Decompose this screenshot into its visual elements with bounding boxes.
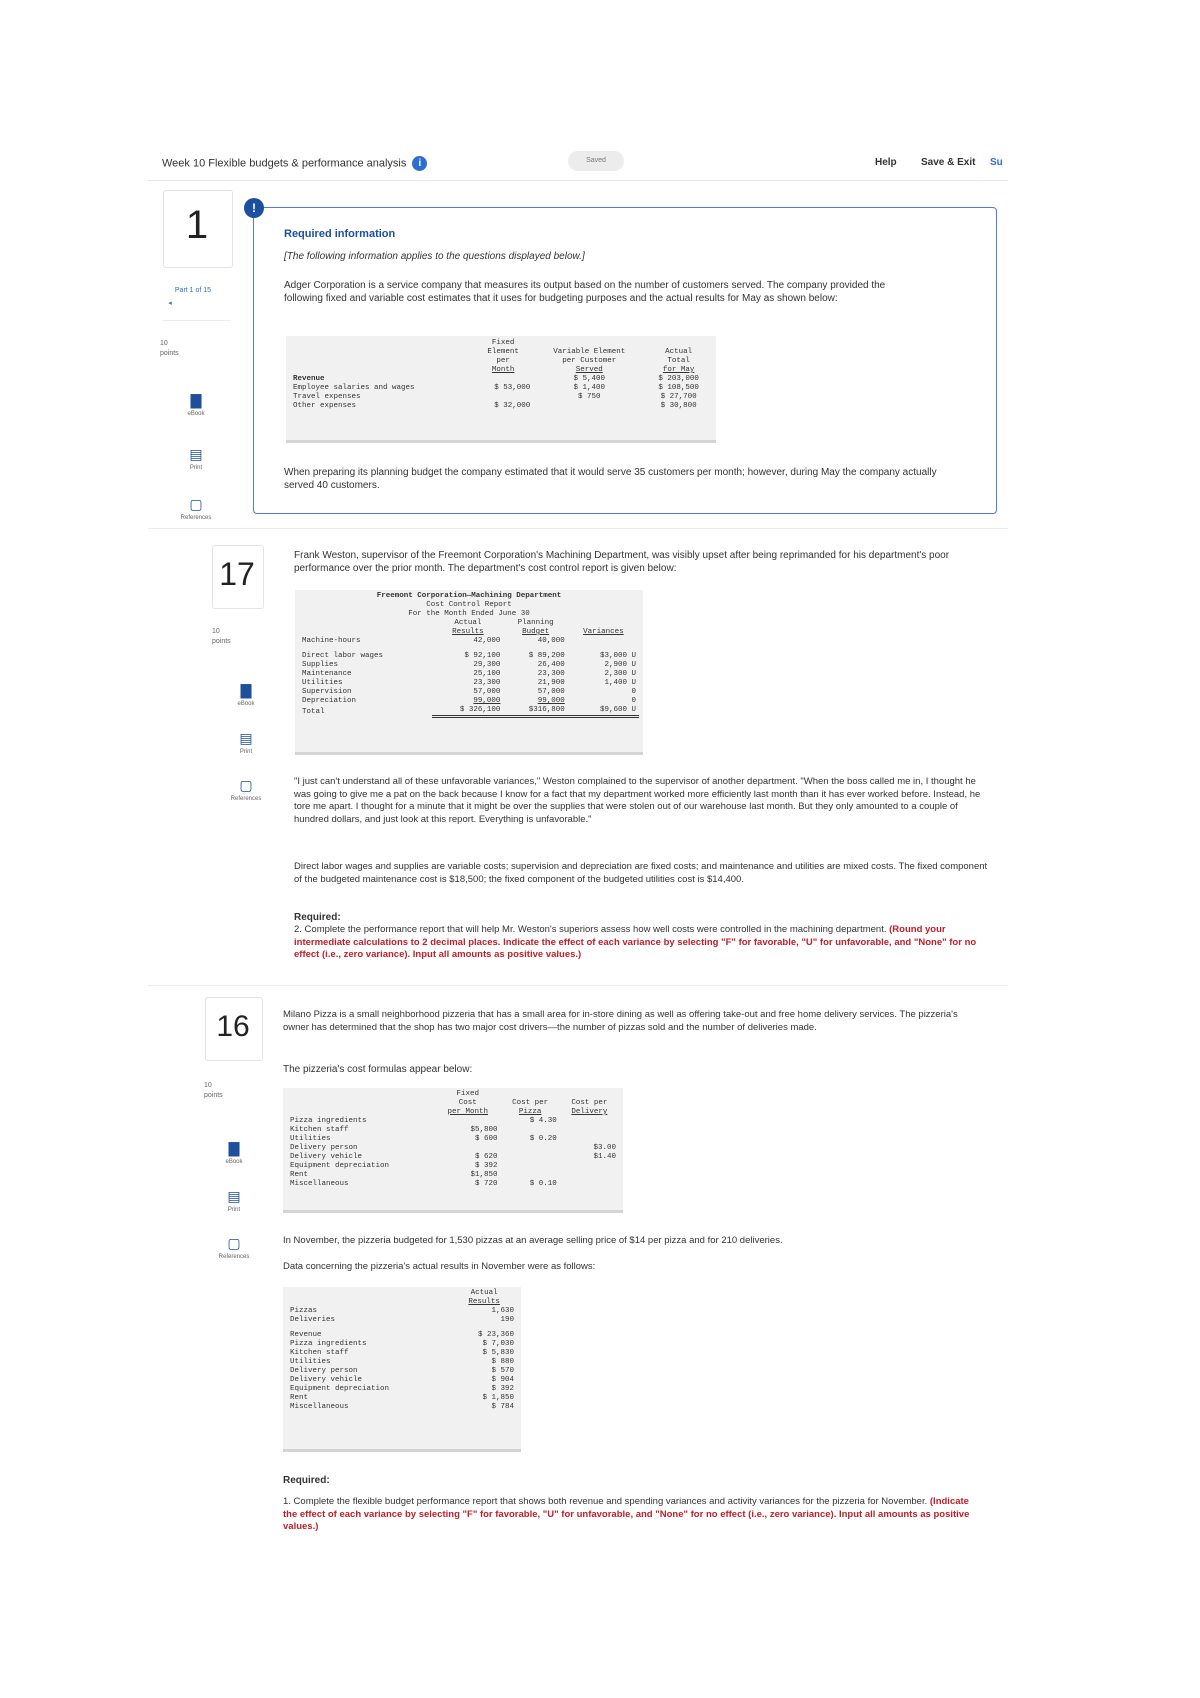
part-indicator: Part 1 of 15: [174, 287, 212, 294]
table-row: Rent $1,850: [290, 1171, 498, 1179]
points-value: 10: [204, 1082, 212, 1089]
col-header: Actual: [470, 1289, 498, 1297]
question-number: 17: [219, 556, 255, 592]
table-row: Total $ 326,100 $316,800 $9,600 U: [299, 706, 639, 717]
save-exit-button[interactable]: Save & Exit: [921, 157, 976, 168]
table-scrollbar[interactable]: [286, 440, 716, 443]
printer-icon: ▤: [239, 730, 253, 746]
table-row: Employee salaries and wages $ 53,000 $ 1,400 $ 108,500: [293, 384, 699, 392]
info-icon[interactable]: i: [412, 156, 427, 171]
question-number: 1: [185, 203, 209, 247]
required-info-heading: Required information: [284, 228, 396, 240]
table-row: Machine-hours 42,000 40,000: [302, 637, 565, 645]
points-label: points: [204, 1092, 223, 1099]
table-row: Depreciation 99,000 99,000 0: [302, 697, 636, 705]
report-title: Freemont Corporation—Machining Department: [376, 592, 562, 600]
col-header: per Customer: [562, 357, 617, 365]
table-row: Delivery person $3.00: [290, 1144, 616, 1152]
col-header: Element: [487, 348, 519, 356]
table-row: Utilities $ 880: [290, 1358, 514, 1366]
required-label: Required:: [294, 912, 341, 923]
actual-results-table: [283, 1287, 521, 1449]
col-header: Variances: [583, 628, 624, 636]
table-scrollbar[interactable]: [283, 1210, 623, 1213]
table-row: Delivery vehicle $ 904: [290, 1376, 514, 1384]
q16-intro: Milano Pizza is a small neighborhood pizzeria that has a small area for in-store dining as well as offering take-out and free home delivery services. The pizzeria's owner has determined that the shop has two major cost drivers—the number of pizzas sold and the number of deliveries made.: [283, 1009, 958, 1033]
references-button[interactable]: ▢ References: [210, 1235, 258, 1260]
top-bar: [148, 148, 1008, 181]
col-header: Results: [468, 1298, 500, 1306]
table-row: Supplies 29,300 26,400 2,900 U: [302, 661, 636, 669]
col-header: per Month: [447, 1108, 489, 1116]
saved-status: Saved: [568, 151, 624, 171]
assignment-title: Week 10 Flexible budgets & performance analysis i: [162, 156, 427, 171]
question-number: 16: [216, 1010, 250, 1043]
col-header: Actual: [454, 619, 482, 627]
table-row: Other expenses $ 32,000 $ 30,800: [293, 402, 697, 410]
table-row: Equipment depreciation $ 392: [290, 1162, 498, 1170]
actual-label: Data concerning the pizzeria's actual results in November were as follows:: [283, 1261, 596, 1272]
q17-intro: Frank Weston, supervisor of the Freemont Corporation's Machining Department, was visibly upset after being reprimanded for his department's poor performance over the prior month. The department's cost control report is given below:: [294, 550, 950, 574]
book-icon: ▇: [228, 1140, 240, 1156]
col-header: Delivery: [571, 1108, 608, 1116]
col-header: Variable Element: [553, 348, 626, 356]
divider: [163, 320, 231, 321]
table-row: Delivery person $ 570: [290, 1367, 514, 1375]
table-row: Miscellaneous $ 720 $ 0.10: [290, 1180, 557, 1188]
q1-outro: When preparing its planning budget the company estimated that it would serve 35 customers per month; however, during May the company actually served 40 customers.: [284, 467, 937, 491]
cost-formulas-table: [283, 1088, 623, 1210]
col-header: Cost per: [512, 1099, 549, 1107]
table-row: Rent $ 1,850: [290, 1394, 514, 1402]
references-button[interactable]: ▢ References: [172, 496, 220, 521]
references-icon: ▢: [239, 777, 253, 793]
points-label: points: [160, 350, 179, 357]
references-icon: ▢: [227, 1235, 241, 1251]
q16-required: 1. Complete the flexible budget performance report that shows both revenue and spending variances and activity variances for the pizzeria for November. (Indicate the effect of each variance by selecting "F" for favorable, "U" for unfavorable, and "None" for no effect (i.e., zero variance). Input all amounts as positive values.): [283, 1496, 970, 1532]
table-row: Pizza ingredients $ 4.30: [290, 1117, 557, 1125]
table-scrollbar[interactable]: [283, 1449, 521, 1452]
table-row: Kitchen staff $ 5,830: [290, 1349, 514, 1357]
col-header: Fixed: [491, 339, 515, 347]
table-row: Pizzas 1,630: [290, 1307, 514, 1315]
col-header: Pizza: [518, 1108, 542, 1116]
table-row: Delivery vehicle $ 620 $1.40: [290, 1153, 616, 1161]
table-row: Equipment depreciation $ 392: [290, 1385, 514, 1393]
table-row: Supervision 57,000 57,000 0: [302, 688, 636, 696]
submit-button[interactable]: Su: [990, 157, 1003, 168]
required-instructions: (Indicate the effect of each variance by selecting "F" for favorable, "U" for unfavorable, and "None" for no effect (i.e., zero variance). Input all amounts as positive values.): [283, 1496, 970, 1532]
col-header: for May: [662, 366, 695, 374]
col-header: Budget: [522, 628, 550, 636]
print-button[interactable]: ▤ Print: [172, 446, 220, 471]
table-scrollbar[interactable]: [295, 752, 643, 755]
report-period: For the Month Ended June 30: [408, 610, 530, 618]
table-row: Pizza ingredients $ 7,030: [290, 1340, 514, 1348]
references-button[interactable]: ▢ References: [222, 777, 270, 802]
col-header: Results: [452, 628, 484, 636]
info-note: [The following information applies to the questions displayed below.]: [284, 251, 585, 262]
report-subtitle: Cost Control Report: [426, 601, 512, 609]
alert-icon: !: [244, 198, 264, 218]
section-divider: [148, 985, 1008, 986]
col-header: Total: [667, 357, 690, 365]
book-icon: ▇: [190, 392, 202, 408]
ebook-button[interactable]: ▇ eBook: [222, 682, 270, 707]
col-header: Cost: [458, 1099, 477, 1107]
print-button[interactable]: ▤ Print: [210, 1188, 258, 1213]
col-header: Fixed: [456, 1090, 480, 1098]
part-nav-arrow-icon[interactable]: ◂: [168, 300, 172, 307]
print-button[interactable]: ▤ Print: [222, 730, 270, 755]
section-divider: [148, 528, 1008, 529]
table-row: Kitchen staff $5,800: [290, 1126, 498, 1134]
col-header: Month: [491, 366, 515, 374]
table-row: Utilities $ 600 $ 0.20: [290, 1135, 557, 1143]
table-row: Maintenance 25,100 23,300 2,300 U: [302, 670, 636, 678]
col-header: Cost per: [571, 1099, 608, 1107]
q1-intro: Adger Corporation is a service company that measures its output based on the number of customers served. The company provided the following fixed and variable cost estimates that it uses for budgeting purposes and the actual results for May as shown below:: [284, 280, 886, 304]
ebook-button[interactable]: ▇ eBook: [172, 392, 220, 417]
ebook-button[interactable]: ▇ eBook: [210, 1140, 258, 1165]
col-header: per: [496, 357, 510, 365]
budget-text: In November, the pizzeria budgeted for 1,530 pizzas at an average selling price of $14 per pizza and for 210 deliveries.: [283, 1235, 783, 1246]
table-row: Revenue $ 5,400 $ 203,000: [293, 375, 699, 383]
q17-quote: "I just can't understand all of these unfavorable variances," Weston complained to the supervisor of another department. "When the boss called me in, I thought he was going to give me a pat on the back because I know for a fact that my department worked more efficiently last month than it has ever worked before. Instead, he tore me apart. I thought for a minute that it might be over the supplies that were stolen out of our warehouse last month. But they only amounted to a couple of hundred dollars, and just look at this report. Everything is unfavorable.": [294, 776, 981, 825]
table-row: Travel expenses $ 750 $ 27,700: [293, 393, 697, 401]
table-row: Revenue $ 23,360: [290, 1331, 514, 1339]
printer-icon: ▤: [227, 1188, 241, 1204]
col-header: Planning: [517, 619, 554, 627]
points-value: 10: [160, 340, 168, 347]
required-instructions: (Round your intermediate calculations to 2 decimal places. Indicate the effect of each variance by selecting "F" for favorable, "U" for unfavorable, and "None" for no effect (i.e., zero variance). Input all amounts as positive values.): [294, 924, 977, 960]
points-value: 10: [212, 628, 220, 635]
required-label: Required:: [283, 1475, 330, 1486]
col-header: Actual: [665, 348, 693, 356]
col-header: Served: [575, 366, 603, 374]
q17-cost-behavior: Direct labor wages and supplies are variable costs; supervision and depreciation are fixed costs; and maintenance and utilities are mixed costs. The fixed component of the budgeted maintenance cost is $18,500; the fixed component of the budgeted utilities cost is $14,400.: [294, 861, 988, 885]
points-label: points: [212, 638, 231, 645]
printer-icon: ▤: [189, 446, 203, 462]
table-row: Deliveries 190: [290, 1316, 514, 1324]
table-row: Direct labor wages $ 92,100 $ 89,200 $3,000 U: [302, 652, 636, 660]
book-icon: ▇: [240, 682, 252, 698]
help-button[interactable]: Help: [875, 157, 897, 168]
cost-control-report-table: [295, 590, 643, 752]
adger-cost-table: [286, 336, 716, 440]
references-icon: ▢: [189, 496, 203, 512]
formulas-label: The pizzeria's cost formulas appear below:: [283, 1064, 473, 1075]
table-row: Miscellaneous $ 784: [290, 1403, 514, 1411]
table-row: Utilities 23,300 21,900 1,400 U: [302, 679, 636, 687]
q17-required: 2. Complete the performance report that will help Mr. Weston's superiors assess how well costs were controlled in the machining department. (Round your intermediate calculations to 2 decimal places. Indicate the effect of each variance by selecting "F" for favorable, "U" for unfavorable, and "None" for no effect (i.e., zero variance). Input all amounts as positive values.): [294, 924, 977, 960]
